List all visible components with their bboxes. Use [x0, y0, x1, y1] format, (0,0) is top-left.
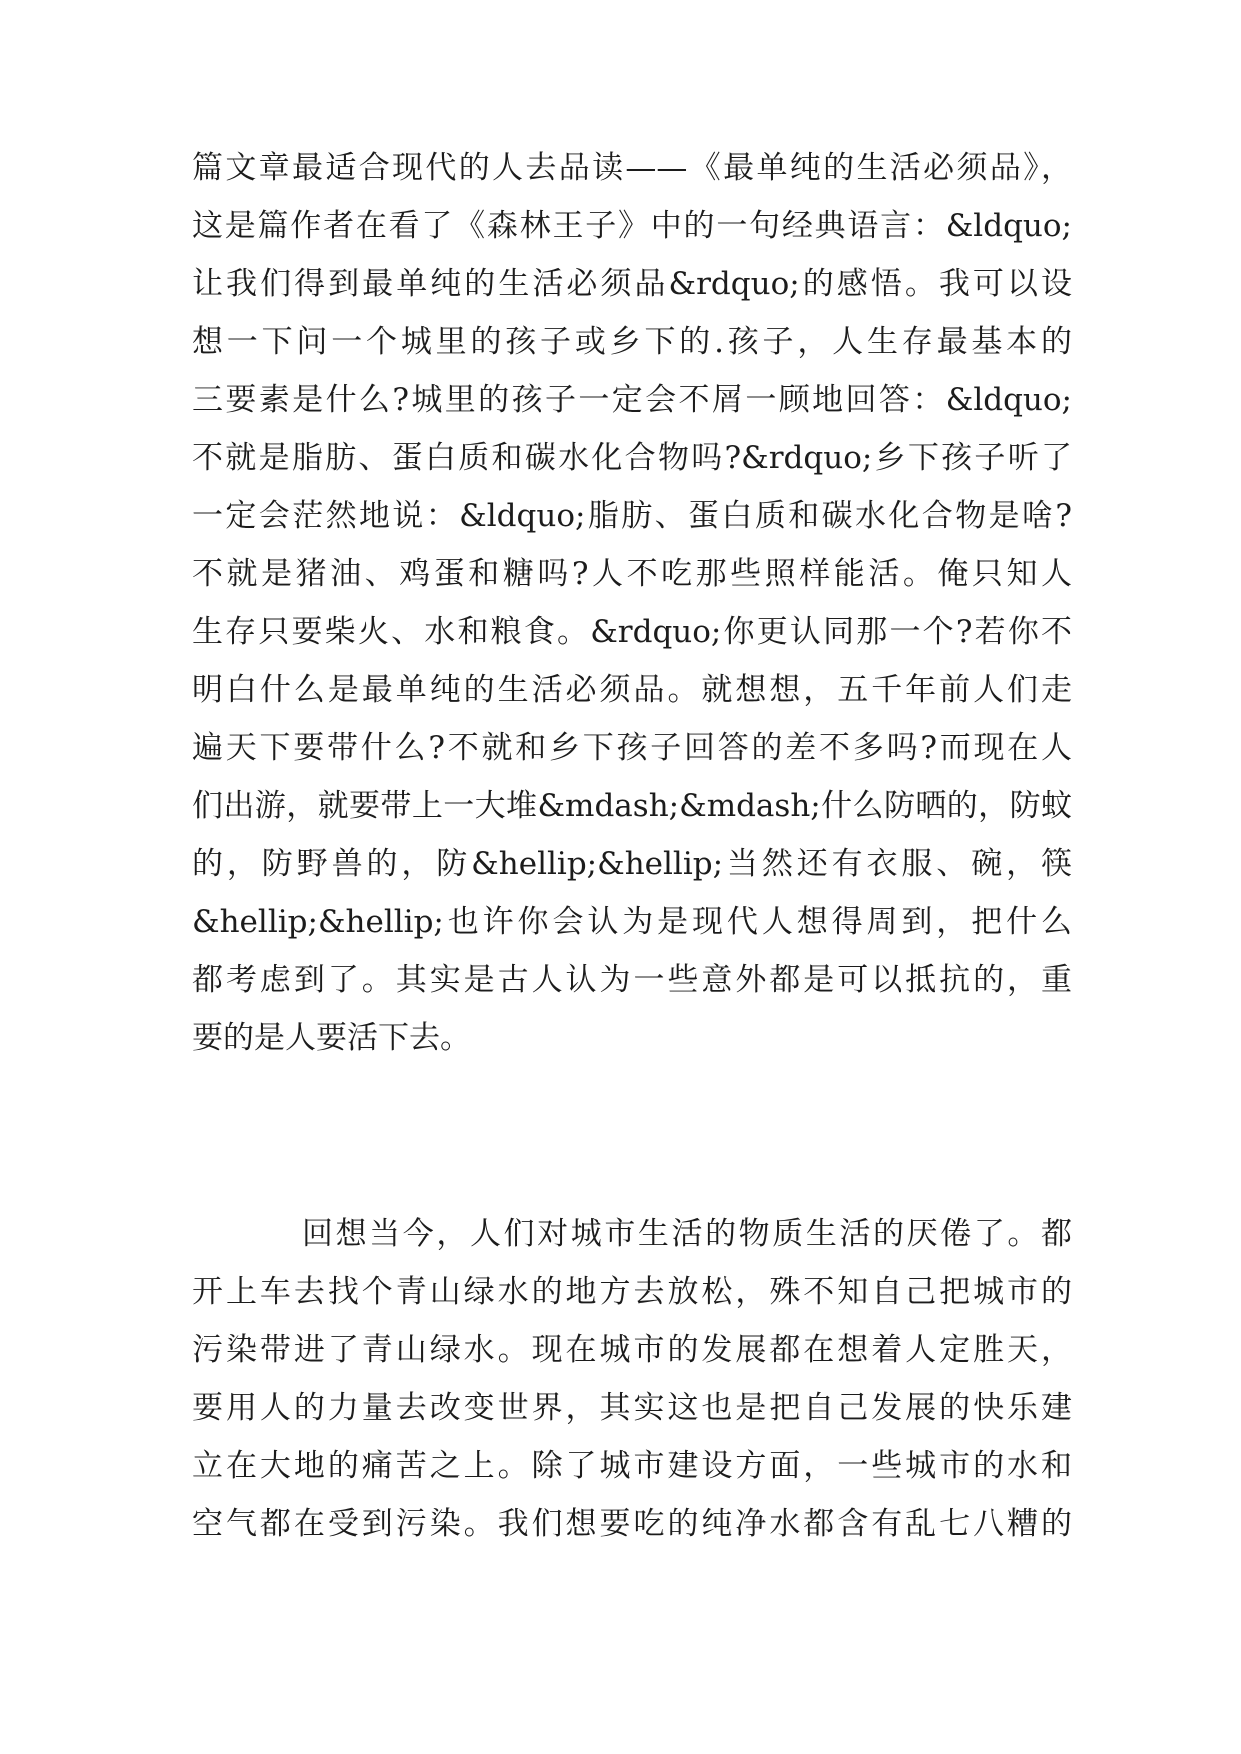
text-line: 空气都在受到污染。我们想要吃的纯净水都含有乱七八糟的	[192, 1506, 1072, 1542]
text-line: 污染带进了青山绿水。现在城市的发展都在想着人定胜天，	[192, 1332, 1072, 1368]
text-line: 们出游，就要带上一大堆&mdash;&mdash;什么防晒的，防蚊	[192, 788, 1072, 824]
text-line: 要用人的力量去改变世界，其实这也是把自己发展的快乐建	[192, 1390, 1072, 1426]
text-line: 不就是脂肪、蛋白质和碳水化合物吗?&rdquo;乡下孩子听了	[192, 440, 1072, 476]
text-line: 要的是人要活下去。	[192, 1020, 471, 1056]
text-line: 三要素是什么?城里的孩子一定会不屑一顾地回答：&ldquo;	[192, 382, 1072, 418]
text-line: &hellip;&hellip;也许你会认为是现代人想得周到，把什么	[192, 904, 1072, 940]
text-line: 的，防野兽的，防&hellip;&hellip;当然还有衣服、碗，筷	[192, 846, 1072, 882]
text-line: 篇文章最适合现代的人去品读——《最单纯的生活必须品》，	[192, 150, 1072, 186]
text-line: 都考虑到了。其实是古人认为一些意外都是可以抵抗的，重	[192, 962, 1072, 998]
text-line: 生存只要柴火、水和粮食。&rdquo;你更认同那一个?若你不	[192, 614, 1072, 650]
text-line: 立在大地的痛苦之上。除了城市建设方面，一些城市的水和	[192, 1448, 1072, 1484]
text-line: 让我们得到最单纯的生活必须品&rdquo;的感悟。我可以设	[192, 266, 1072, 302]
text-line: 一定会茫然地说：&ldquo;脂肪、蛋白质和碳水化合物是啥?	[192, 498, 1072, 534]
text-line: 明白什么是最单纯的生活必须品。就想想，五千年前人们走	[192, 672, 1072, 708]
text-line: 回想当今，人们对城市生活的物质生活的厌倦了。都	[302, 1216, 1072, 1252]
text-line: 想一下问一个城里的孩子或乡下的.孩子，人生存最基本的	[192, 324, 1072, 360]
text-line: 不就是猪油、鸡蛋和糖吗?人不吃那些照样能活。俺只知人	[192, 556, 1072, 592]
text-line: 开上车去找个青山绿水的地方去放松，殊不知自己把城市的	[192, 1274, 1072, 1310]
text-line: 遍天下要带什么?不就和乡下孩子回答的差不多吗?而现在人	[192, 730, 1072, 766]
text-line: 这是篇作者在看了《森林王子》中的一句经典语言：&ldquo;	[192, 208, 1072, 244]
